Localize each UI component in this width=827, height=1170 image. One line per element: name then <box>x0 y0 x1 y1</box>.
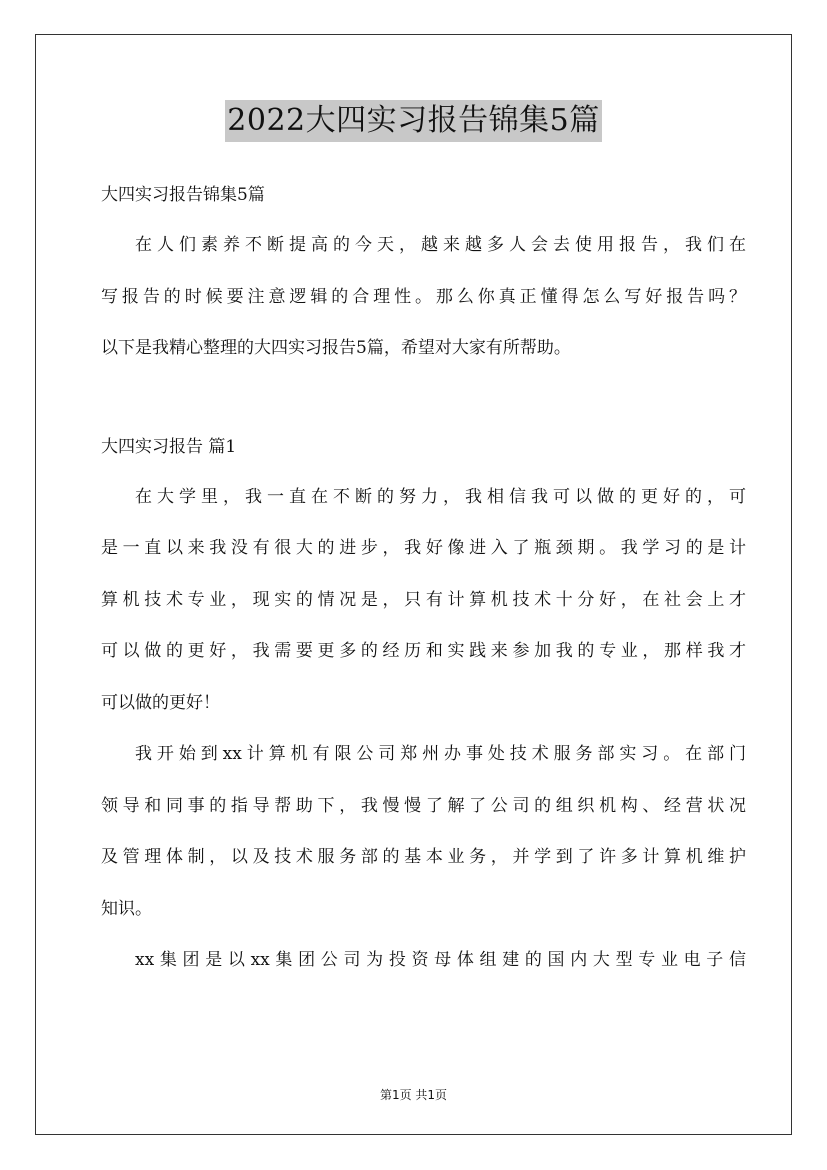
page-number-footer: 第1页 共1页 <box>379 1088 448 1102</box>
intro-paragraph <box>101 220 746 375</box>
paragraph-2 <box>101 729 746 935</box>
paragraph-line: 是一直以来我没有很大的进步，我好像进入了瓶颈期。我学习的是计 <box>101 538 746 558</box>
intro-line: 写报告的时候要注意逻辑的合理性。那么你真正懂得怎么写好报告吗？ <box>101 286 746 307</box>
paragraph-1 <box>101 472 746 730</box>
section-gap <box>101 375 746 422</box>
document-subtitle: 大四实习报告锦集5篇 <box>101 185 265 205</box>
paragraph-line: 可以做的更好，我需要更多的经历和实践来参加我的专业，那样我才 <box>101 641 746 661</box>
paragraph-line: 及管理体制，以及技术服务部的基本业务，并学到了许多计算机维护 <box>101 847 746 867</box>
section-heading: 大四实习报告 篇1 <box>101 436 237 457</box>
intro-line: 在人们素养不断提高的今天，越来越多人会去使用报告，我们在 <box>135 235 746 255</box>
paragraph-line: 在大学里，我一直在不断的努力，我相信我可以做的更好的，可 <box>135 486 746 507</box>
paragraph-line: 可以做的更好！ <box>101 692 220 713</box>
paragraph-3 <box>101 935 746 987</box>
paragraph-line: 算机技术专业，现实的情况是，只有计算机技术十分好，在社会上才 <box>101 589 746 610</box>
paragraph-line: xx集团是以xx集团公司为投资母体组建的国内大型专业电子信 <box>135 950 746 970</box>
document-title: 2022大四实习报告锦集5篇 <box>225 100 601 142</box>
document-body <box>101 170 746 987</box>
intro-line: 以下是我精心整理的大四实习报告5篇，希望对大家有所帮助。 <box>101 338 571 358</box>
paragraph-line: 我开始到xx计算机有限公司郑州办事处技术服务部实习。在部门 <box>135 744 746 764</box>
paragraph-line: 知识。 <box>101 898 152 919</box>
paragraph-line: 领导和同事的指导帮助下，我慢慢了解了公司的组织机构、经营状况 <box>101 795 746 816</box>
document-title-wrapper <box>0 100 827 142</box>
